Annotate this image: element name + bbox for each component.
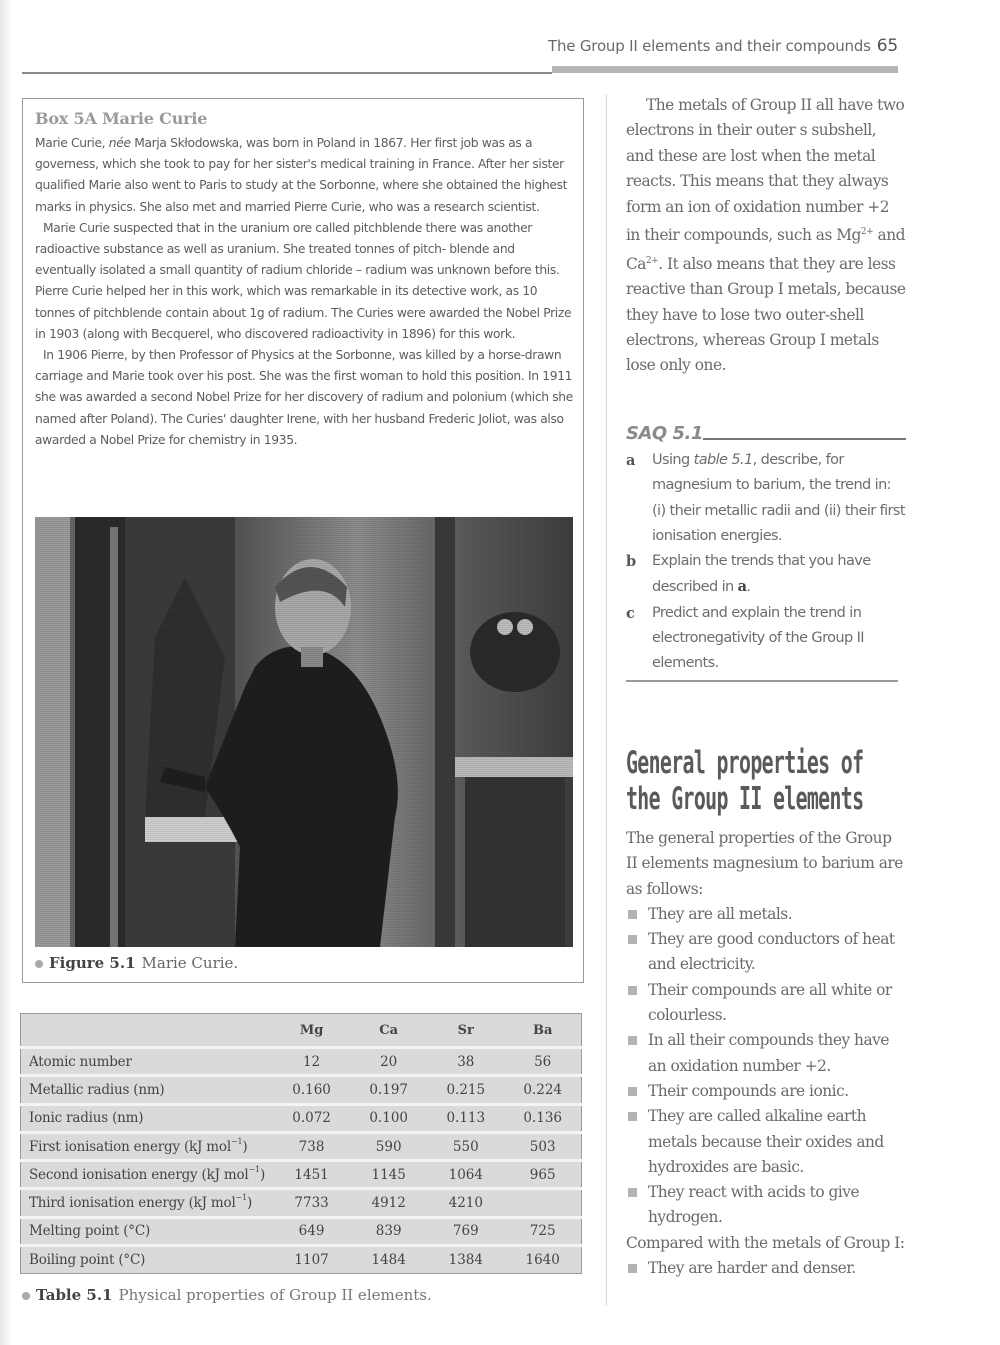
table-row (21, 1246, 582, 1274)
heading-line: General properties of (626, 745, 864, 781)
list-item-text: They react with acids to give hydrogen. (648, 1183, 860, 1227)
figure-caption-text: Marie Curie. (141, 954, 239, 972)
table-cell: 0.100 (369, 1110, 408, 1127)
row-label (21, 1132, 274, 1160)
list-item (626, 1104, 906, 1180)
compare-bullet-list (626, 1256, 906, 1281)
table-cell: 965 (529, 1166, 556, 1183)
page-number: 65 (876, 36, 898, 56)
table-caption-text: Physical properties of Group II elements. (118, 1286, 432, 1304)
list-item-text: They are harder and denser. (648, 1259, 856, 1278)
text-run: The metals of Group II all have two electrons in their outer s subshell, and these are lost when the metal reacts. This means that they always form an ion of oxidation number +2 in their compounds, such as Mg (626, 96, 905, 245)
table-row (21, 1104, 582, 1132)
compare-intro: Compared with the metals of Group I: (626, 1233, 905, 1252)
table-cell: 1451 (294, 1166, 329, 1183)
table-cell: 503 (529, 1138, 556, 1155)
text-run-bold: a (737, 578, 747, 596)
question-text (652, 448, 906, 549)
table-cell: 0.113 (446, 1110, 486, 1127)
square-bullet-icon (628, 935, 637, 944)
text-run-italic: née (108, 136, 131, 150)
table-header-row (21, 1014, 582, 1048)
box-paragraph-3: In 1906 Pierre, by then Professor of Physics at the Sorbonne, was killed by a horse-drawn carriage and Marie took over his post. She was the first woman to hold this position. In 1911 she was awarded a second Nobel Prize for her discovery of radium and polonium (which she named after Poland). The Curies' daughter Irene, with her husband Frederic Joliot, was also awarded a Nobel Prize for chemistry in 1935. (35, 348, 573, 447)
row-label-text: ) (242, 1138, 248, 1155)
caption-bullet-icon (35, 960, 43, 968)
row-label-text: Boiling point (°C) (29, 1252, 146, 1269)
question-text: Predict and explain the trend in electronegativity of the Group II elements. (652, 604, 864, 672)
table-label: Table 5.1 (36, 1286, 113, 1304)
table-cell: 38 (457, 1053, 475, 1070)
list-item (626, 927, 906, 978)
page-edge-shadow (0, 0, 12, 1345)
column-header: Ba (532, 1022, 553, 1038)
properties-table (20, 1013, 582, 1274)
table-cell: 738 (298, 1138, 325, 1155)
box-title: Box 5A Marie Curie (35, 109, 208, 128)
question-letter: b (626, 553, 636, 571)
table-cell: 0.197 (369, 1081, 408, 1098)
list-item (626, 978, 906, 1029)
running-header (548, 36, 898, 56)
saq-title: SAQ 5.1 (626, 423, 703, 444)
table-cell: 12 (302, 1053, 321, 1070)
list-item-text: They are good conductors of heat and electricity. (648, 930, 895, 974)
question-text (652, 549, 906, 601)
table-cell: 550 (452, 1138, 479, 1155)
list-item-text: In all their compounds they have an oxidation number +2. (648, 1031, 889, 1075)
intro-paragraph (626, 93, 906, 379)
row-label (21, 1246, 274, 1274)
table-cell: 0.136 (523, 1110, 562, 1127)
text-run: . It also means that they are less reactive than Group I metals, because they have to lose two outer-shell electrons, whereas Group I metals lose only one. (626, 254, 906, 375)
table-cell: 1107 (294, 1252, 329, 1269)
square-bullet-icon (628, 1112, 637, 1121)
column-divider (606, 94, 607, 1306)
table-cell: 769 (452, 1223, 479, 1240)
table-cell: 0.072 (292, 1110, 331, 1127)
list-item (626, 902, 906, 927)
table-cell: 1384 (448, 1252, 483, 1269)
row-label-text: ) (246, 1195, 253, 1212)
saq-question (626, 601, 906, 677)
table-row (21, 1076, 582, 1104)
header-rule-thin (22, 72, 552, 74)
row-label-text: Third ionisation energy (kJ mol (29, 1195, 236, 1212)
table-caption (22, 1286, 432, 1304)
saq-header (626, 423, 906, 444)
table-cell: 1064 (448, 1166, 483, 1183)
table-cell: 590 (375, 1138, 402, 1155)
list-item-text: Their compounds are ionic. (648, 1081, 849, 1100)
square-bullet-icon (628, 1188, 637, 1197)
text-run: Explain the trends that you have described in (652, 553, 871, 596)
unit-superscript: −1 (230, 1136, 243, 1146)
row-label (21, 1161, 274, 1189)
square-bullet-icon (628, 1087, 637, 1096)
table-cell: 0.160 (292, 1081, 331, 1098)
saq-title-rule (703, 438, 906, 440)
table-cell: 725 (529, 1223, 556, 1240)
square-bullet-icon (628, 1036, 637, 1045)
list-item-text: They are all metals. (648, 904, 793, 923)
column-header: Ca (379, 1022, 399, 1038)
header-rule-thick (552, 66, 898, 73)
row-label-text: Atomic number (29, 1053, 132, 1070)
row-label-text: Ionic radius (nm) (29, 1110, 144, 1127)
running-title: The Group II elements and their compounds (548, 37, 871, 55)
intro-text (626, 93, 906, 379)
list-item (626, 1256, 906, 1281)
table-row (21, 1161, 582, 1189)
unit-superscript: −1 (248, 1164, 260, 1174)
heading-line: the Group II elements (626, 781, 864, 817)
column-header: Mg (299, 1022, 324, 1038)
superscript: 2+ (645, 255, 659, 266)
table-cell: 4210 (448, 1195, 483, 1212)
column-header (21, 1014, 274, 1048)
table-row (21, 1048, 582, 1076)
table-row (21, 1132, 582, 1160)
table-cell: 7733 (294, 1195, 329, 1212)
table-cell: 1484 (371, 1252, 406, 1269)
saq-question (626, 549, 906, 601)
table-row (21, 1217, 582, 1245)
table-cell: 4912 (371, 1195, 406, 1212)
text-run: Marja Skłodowska, was born in Poland in 1867. Her first job was as a governess, which she took to pay for her sister's medical training in France. After her sister qualified Marie also went to Paris to study at the Sorbonne, where she obtained the highest marks in physics. She also met and married Pierre Curie, who was a research scientist. (35, 136, 568, 214)
row-label (21, 1076, 274, 1104)
general-intro: The general properties of the Group II elements magnesium to barium are as follows: (626, 829, 903, 898)
table-cell: 839 (375, 1223, 402, 1240)
box-paragraph-2: Marie Curie suspected that in the uranium ore called pitchblende there was another radioactive substance as well as uranium. She treated tonnes of pitch- blende and eventually isolated a small quantity of radium chloride – radium was unknown before this. Pierre Curie helped her in this work, which was remarkable in its detective work, as 10 tonnes of pitchblende contain about 1g of radium. The Curies were awarded the Nobel Prize in 1903 (along with Becquerel, who discovered radioactivity in 1896) for this work. (35, 220, 572, 341)
saq-question (626, 448, 906, 549)
row-label (21, 1217, 274, 1245)
box-paragraph-1 (35, 133, 575, 218)
row-label-text: Second ionisation energy (kJ mol (29, 1166, 249, 1183)
square-bullet-icon (628, 986, 637, 995)
square-bullet-icon (628, 1264, 637, 1273)
table-cell: 1640 (525, 1252, 560, 1269)
row-label-text: Metallic radius (nm) (29, 1081, 165, 1098)
general-bullet-list (626, 902, 906, 1231)
text-run: Marie Curie, (35, 136, 109, 150)
box-5a (22, 98, 584, 983)
table-row (21, 1189, 582, 1217)
photo-illustration (35, 517, 573, 947)
square-bullet-icon (628, 910, 637, 919)
saq-questions (626, 448, 906, 677)
figure-label: Figure 5.1 (49, 954, 136, 972)
saq-bottom-rule (626, 680, 898, 682)
row-label (21, 1048, 274, 1076)
table-reference: table 5.1 (693, 452, 753, 468)
text-run: . (746, 579, 751, 596)
table-cell: 1145 (371, 1166, 406, 1183)
row-label-text: ) (259, 1166, 266, 1183)
section-heading (626, 745, 908, 817)
box-body (35, 133, 575, 451)
row-label-text: First ionisation energy (kJ mol (29, 1138, 231, 1155)
list-item (626, 1028, 906, 1079)
unit-superscript: −1 (235, 1193, 247, 1203)
list-item-text: Their compounds are all white or colourless. (648, 980, 892, 1025)
general-properties (626, 826, 906, 1281)
text-run: Using (652, 452, 694, 468)
table-cell: 56 (534, 1053, 552, 1070)
list-item (626, 1180, 906, 1231)
figure-caption (35, 954, 238, 972)
superscript: 2+ (860, 227, 874, 238)
list-item (626, 1079, 906, 1104)
table-cell: 20 (380, 1053, 398, 1070)
row-label (21, 1189, 274, 1217)
text-run: , describe, for magnesium to barium, the trend in: (i) their metallic radii and (ii) their first ionisation energies. (652, 452, 905, 544)
row-label (21, 1104, 274, 1132)
question-letter: c (626, 604, 635, 622)
row-label-text: Melting point (°C) (29, 1223, 151, 1240)
text-run: and Ca (626, 226, 905, 273)
table-cell: 0.215 (446, 1081, 486, 1098)
question-letter: a (626, 452, 635, 469)
table-cell: 0.224 (523, 1081, 562, 1098)
caption-bullet-icon (22, 1292, 30, 1300)
table-cell (504, 1189, 581, 1217)
list-item-text: They are called alkaline earth metals because their oxides and hydroxides are basic. (648, 1107, 884, 1176)
table-cell: 649 (298, 1223, 325, 1240)
marie-curie-photo (35, 517, 573, 947)
column-header: Sr (457, 1022, 474, 1038)
